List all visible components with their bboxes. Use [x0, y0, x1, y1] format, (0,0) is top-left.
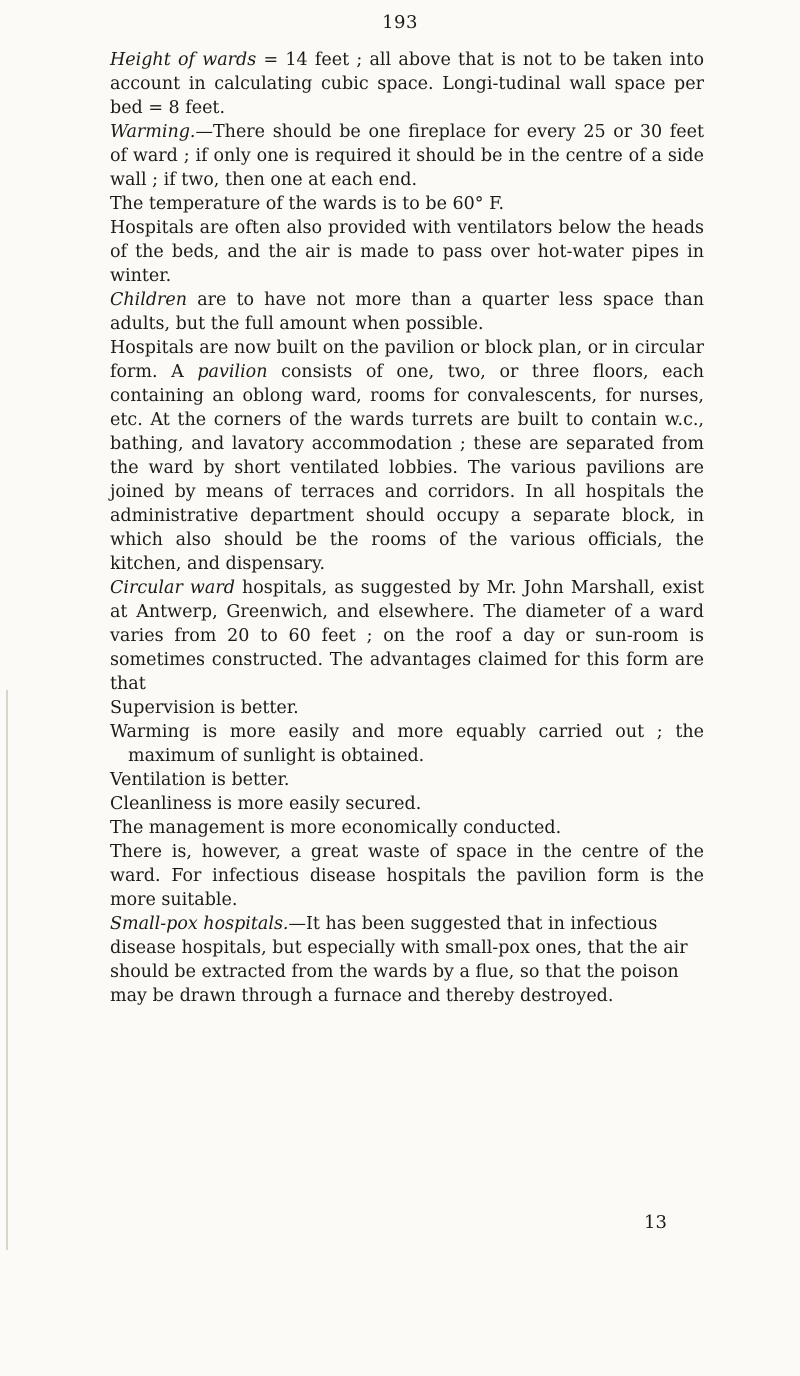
text-warming: —There should be one fireplace for every 25 or 30 feet of ward ; if only one is required it should be in the centre of a side wall ; if two, then one at each end.	[110, 122, 704, 190]
text-pavilion-2: consists of one, two, or three floors, each containing an oblong ward, rooms for convalescents, for nurses, etc. At the corners of the wards turrets are built to contain w.c., bathing, and lavatory accommodation ; these are separated from the ward by short ventilated lobbies. The various pavilions are joined by means of terraces and corridors. In all hospitals the administrative department should occupy a separate block, in which also should be the rooms of the various officials, the kitchen, and dispensary.	[110, 362, 704, 574]
text-pavilion-1: Hospitals are now built on the pavilion or block plan, or in circular form. A	[110, 338, 704, 382]
paragraph-pavilion	[92, 336, 704, 576]
advantage-item: Ventilation is better.	[110, 770, 290, 790]
heading-circular-ward: Circular ward	[110, 578, 235, 598]
advantage-item: Cleanliness is more easily secured.	[110, 794, 422, 814]
paragraph-children	[92, 288, 704, 336]
heading-warming: Warming.	[110, 122, 196, 142]
heading-height-of-wards: Height of wards	[110, 50, 257, 70]
paragraph-smallpox	[92, 912, 704, 1008]
term-pavilion: pavilion	[197, 362, 268, 382]
heading-children: Children	[110, 290, 188, 310]
signature-mark: 13	[644, 1212, 667, 1233]
page-number: 193	[382, 12, 418, 33]
paragraph-temperature: The temperature of the wards is to be 60° F.	[110, 194, 505, 214]
paragraph-circular	[92, 576, 704, 696]
paragraph-height	[92, 48, 704, 120]
text-height-of-wards: = 14 feet ; all above that is not to be taken into account in calculating cubic space. Longi-tudinal wall space per bed = 8 feet.	[110, 50, 704, 118]
advantage-item: Supervision is better.	[110, 698, 299, 718]
page-edge-shadow	[6, 690, 8, 1250]
text-smallpox-hospitals: —It has been suggested that in infectious disease hospitals, but especially with small-pox ones, that the air should be extracted from the wards by a flue, so that the poison may be drawn through a furnace and thereby destroyed.	[110, 914, 688, 1006]
advantage-item: The management is more economically conducted.	[110, 818, 562, 838]
body-text	[92, 48, 704, 1008]
heading-smallpox-hospitals: Small-pox hospitals.	[110, 914, 289, 934]
advantage-item: Warming is more easily and more equably carried out ; the maximum of sunlight is obtained.	[110, 722, 704, 766]
paragraph-warming	[92, 120, 704, 192]
paragraph-ventilators: Hospitals are often also provided with ventilators below the heads of the beds, and the air is made to pass over hot-water pipes in winter.	[110, 218, 704, 286]
text-circular-ward: hospitals, as suggested by Mr. John Marshall, exist at Antwerp, Greenwich, and elsewhere. The diameter of a ward varies from 20 to 60 feet ; on the roof a day or sun-room is sometimes constructed. The advantages claimed for this form are that	[110, 578, 704, 694]
text-children: are to have not more than a quarter less space than adults, but the full amount when possible.	[110, 290, 704, 334]
paragraph-waste: There is, however, a great waste of space in the centre of the ward. For infectious disease hospitals the pavilion form is the more suitable.	[110, 842, 704, 910]
